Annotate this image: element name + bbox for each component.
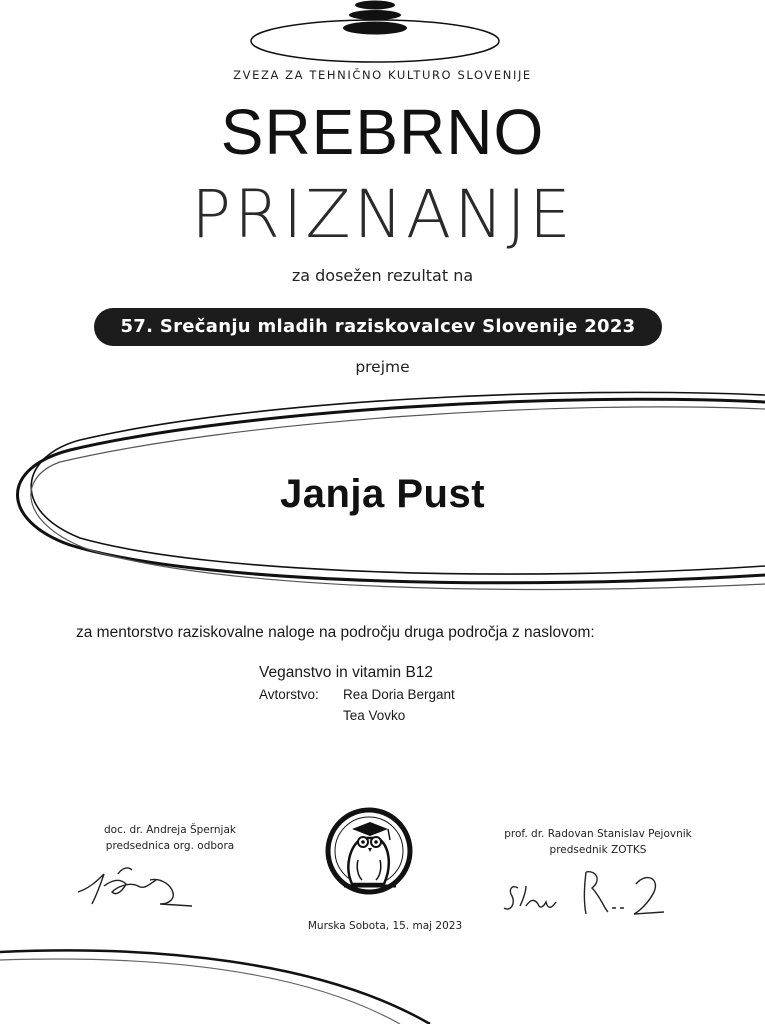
organization-name: ZVEZA ZA TEHNIČNO KULTURO SLOVENIJE bbox=[233, 68, 532, 82]
signatory-left-name: doc. dr. Andreja Špernjak bbox=[104, 824, 236, 836]
signature-right bbox=[504, 872, 664, 914]
receives-text: prejme bbox=[355, 358, 410, 376]
event-banner: 57. Srečanju mladih raziskovalcev Slovenije 2023 bbox=[94, 308, 662, 346]
author-name: Rea Doria Bergant bbox=[343, 687, 455, 702]
project-title: Veganstvo in vitamin B12 bbox=[259, 664, 434, 681]
bottom-swoosh bbox=[0, 950, 430, 1024]
title-line-1: SREBRNO bbox=[220, 96, 545, 168]
authors-label: Avtorstvo: bbox=[259, 687, 319, 702]
signatory-right bbox=[478, 826, 718, 858]
author-name: Tea Vovko bbox=[343, 708, 406, 723]
achievement-text: za dosežen rezultat na bbox=[291, 266, 474, 285]
signatory-right-role: predsednik ZOTKS bbox=[549, 844, 647, 856]
signatory-left bbox=[70, 822, 270, 854]
mentorship-line: za mentorstvo raziskovalne naloge na področju druga področja z naslovom: bbox=[76, 624, 595, 641]
owl-graduate-seal bbox=[328, 810, 410, 892]
signatory-left-role: predsednica org. odbora bbox=[105, 840, 235, 852]
stacked-discs-logo bbox=[251, 1, 499, 63]
signatory-right-name: prof. dr. Radovan Stanislav Pejovnik bbox=[504, 828, 692, 840]
title-line-2: PRIZNANJE bbox=[191, 176, 574, 253]
signature-left bbox=[78, 868, 192, 906]
recipient-name: Janja Pust bbox=[279, 472, 486, 516]
place-date: Murska Sobota, 15. maj 2023 bbox=[307, 920, 463, 932]
